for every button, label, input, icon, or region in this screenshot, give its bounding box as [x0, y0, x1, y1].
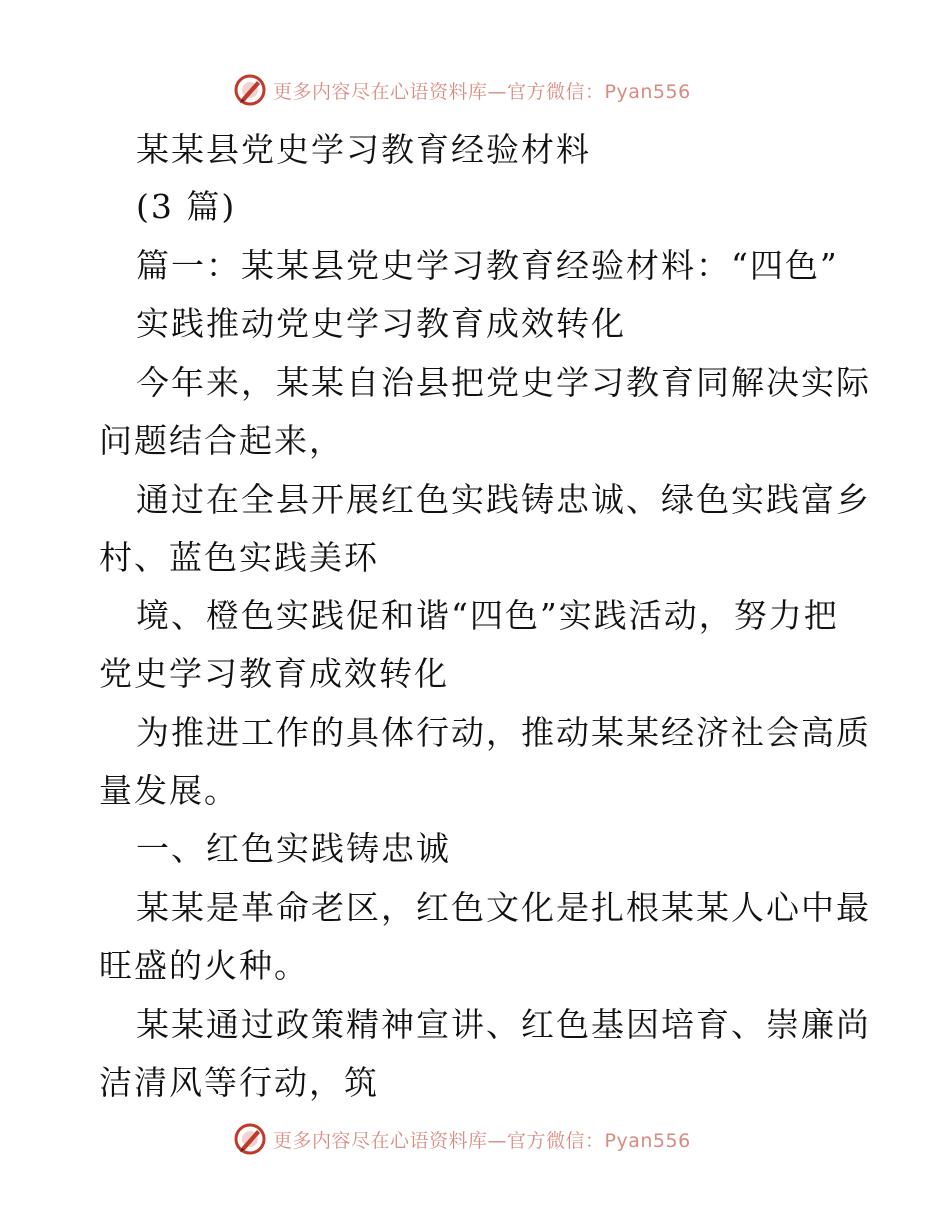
paragraph-line: 党史学习教育成效转化: [99, 654, 449, 693]
document-subtitle: (3 篇): [136, 187, 237, 226]
paragraph-line: 某某通过政策精神宣讲、红色基因培育、崇廉尚: [136, 1005, 871, 1044]
paragraph-line: 为推进工作的具体行动，推动某某经济社会高质: [136, 713, 871, 752]
header-watermark: [233, 72, 691, 108]
paragraph-line: 今年来，某某自治县把党史学习教育同解决实际: [136, 363, 871, 402]
paragraph-line: 洁清风等行动，筑: [99, 1063, 379, 1102]
watermark-text: 更多内容尽在心语资料库—官方微信：Pyan556: [273, 1129, 691, 1152]
subsection-heading: 一、红色实践铸忠诚: [136, 829, 451, 868]
paragraph-line: 旺盛的火种。: [99, 946, 309, 985]
pen-circle-logo-icon: [233, 1122, 267, 1156]
section-heading-cont: 实践推动党史学习教育成效转化: [136, 304, 626, 343]
footer-watermark: [233, 1121, 691, 1157]
section-heading: 篇一：某某县党史学习教育经验材料：“四色”: [136, 246, 839, 285]
paragraph-line: 境、橙色实践促和谐“四色”实践活动，努力把: [136, 596, 839, 635]
paragraph-line: 问题结合起来，: [99, 421, 344, 460]
paragraph-line: 某某是革命老区，红色文化是扎根某某人心中最: [136, 888, 871, 927]
pen-circle-logo-icon: [233, 73, 267, 107]
paragraph-line: 量发展。: [99, 771, 239, 810]
paragraph-line: 通过在全县开展红色实践铸忠诚、绿色实践富乡: [136, 480, 871, 519]
paragraph-line: 村、蓝色实践美环: [99, 538, 379, 577]
document-title: 某某县党史学习教育经验材料: [136, 130, 591, 169]
watermark-text: 更多内容尽在心语资料库—官方微信：Pyan556: [273, 80, 691, 103]
